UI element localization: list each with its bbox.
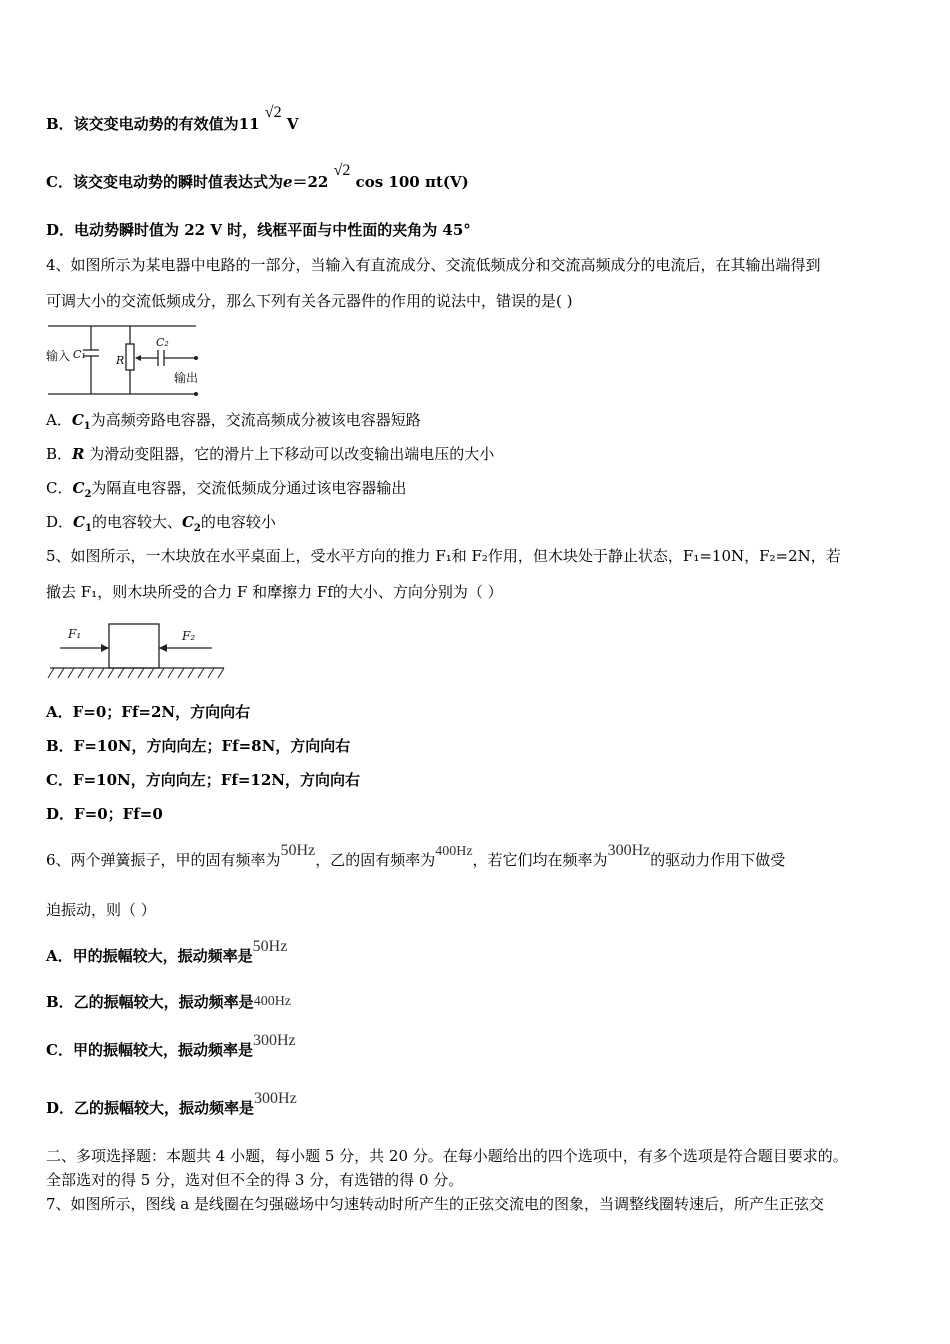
freq-50hz: 50Hz <box>280 842 316 859</box>
var-e: e <box>282 173 293 191</box>
option-c-expression <box>46 162 469 193</box>
q5-option-a: A．F=0；Ff=2N，方向向右 <box>46 703 251 721</box>
q5-option-b: B．F=10N，方向向左；Ff=8N，方向向右 <box>46 737 351 755</box>
f1-label: F₁ <box>68 627 82 641</box>
freq: 300Hz <box>252 1032 296 1049</box>
option-text: B．乙的振幅较大，振动频率是 <box>46 993 254 1011</box>
input-label: 输入 <box>46 349 71 363</box>
subscript: 2 <box>84 489 92 500</box>
option-text: D．乙的振幅较大，振动频率是 <box>46 1099 255 1117</box>
r-label: R <box>116 354 125 367</box>
question-4-line2: 可调大小的交流低频成分，那么下列有关各元器件的作用的说法中，错误的是( ) <box>46 292 573 310</box>
value: ＝22 <box>292 173 329 191</box>
option-text: 为隔直电容器，交流低频成分通过该电容器输出 <box>91 479 407 497</box>
option-text: B．该交变电动势的有效值为 <box>46 115 239 133</box>
q4-option-a <box>46 410 421 437</box>
value: 11 <box>238 115 260 133</box>
option-letter: C． <box>46 479 73 497</box>
sqrt2: √2 <box>264 104 282 121</box>
symbol: C <box>181 513 194 531</box>
option-letter: B． <box>46 445 73 463</box>
sqrt2: √2 <box>333 162 351 179</box>
option-text: 为滑动变阻器，它的滑片上下移动可以改变输出端电压的大小 <box>84 445 495 463</box>
freq: 300Hz <box>254 1090 297 1107</box>
text: ，若它们均在频率为 <box>472 851 608 869</box>
question-6-line1 <box>46 842 786 872</box>
q5-option-d: D．F=0；Ff=0 <box>46 805 163 823</box>
option-text: C．该交变电动势的瞬时值表达式为 <box>46 173 283 191</box>
text: 6、两个弹簧振子，甲的固有频率为 <box>46 851 281 869</box>
option-letter: A． <box>46 411 72 429</box>
expression: cos 100 πt(V) <box>355 173 469 191</box>
option-d: D．电动势瞬时值为 22 V 时，线框平面与中性面的夹角为 45° <box>46 221 471 239</box>
c2-label: C₂ <box>156 336 169 349</box>
symbol: C <box>72 479 85 497</box>
circuit-diagram <box>46 322 206 398</box>
option-letter: D． <box>46 513 74 531</box>
question-6-line2: 迫振动，则（ ） <box>46 901 156 919</box>
q6-option-b <box>46 992 291 1014</box>
option-text: 为高频旁路电容器，交流高频成分被该电容器短路 <box>90 411 421 429</box>
q4-option-b <box>46 444 494 464</box>
freq-400hz: 400Hz <box>435 844 473 859</box>
symbol: C <box>71 411 84 429</box>
subscript: 2 <box>193 523 201 534</box>
text: 的驱动力作用下做受 <box>650 851 786 869</box>
question-4-line1: 4、如图所示为某电器中电路的一部分，当输入有直流成分、交流低频成分和交流高频成分的电流后，在其输出端得到 <box>46 256 821 274</box>
text: ，乙的固有频率为 <box>315 851 436 869</box>
freq-300hz: 300Hz <box>607 842 651 859</box>
freq: 400Hz <box>253 994 292 1009</box>
option-text: A．甲的振幅较大，振动频率是 <box>46 947 253 965</box>
question-5-line1: 5、如图所示，一木块放在水平桌面上，受水平方向的推力 F₁和 F₂作用，但木块处于静止状态，F₁=10N，F₂=2N，若 <box>46 547 841 565</box>
c1-label: C₁ <box>73 348 86 361</box>
q6-option-d <box>46 1090 297 1119</box>
section-2-line2: 全部选对的得 5 分，选对但不全的得 3 分，有选错的得 0 分。 <box>46 1171 464 1189</box>
block-force-diagram <box>46 620 228 682</box>
freq: 50Hz <box>252 938 288 955</box>
output-label: 输出 <box>174 371 199 385</box>
unit: V <box>286 115 299 133</box>
subscript: 1 <box>83 421 91 432</box>
symbol: C <box>73 513 85 531</box>
question-5-line2: 撤去 F₁，则木块所受的合力 F 和摩擦力 Ff的大小、方向分别为（ ） <box>46 583 503 601</box>
option-text: 的电容较小 <box>200 513 276 531</box>
option-text: C．甲的振幅较大，振动频率是 <box>46 1041 253 1059</box>
symbol: R <box>72 445 85 463</box>
q4-option-d <box>46 512 276 539</box>
option-b-rms <box>46 104 299 135</box>
q4-option-c <box>46 478 406 505</box>
q6-option-c <box>46 1032 296 1061</box>
section-2-line1: 二、多项选择题：本题共 4 小题，每小题 5 分，共 20 分。在每小题给出的四个选项中，有多个选项是符合题目要求的。 <box>46 1147 848 1165</box>
f2-label: F₂ <box>182 629 196 643</box>
option-text: 的电容较大、 <box>91 513 182 531</box>
q5-option-c: C．F=10N，方向向左；Ff=12N，方向向右 <box>46 771 360 789</box>
question-7-line1: 7、如图所示，图线 a 是线圈在匀强磁场中匀速转动时所产生的正弦交流电的图象，当调整线圈转速后，所产生正弦交 <box>46 1195 825 1213</box>
q6-option-a <box>46 938 288 967</box>
subscript: 1 <box>84 523 92 534</box>
